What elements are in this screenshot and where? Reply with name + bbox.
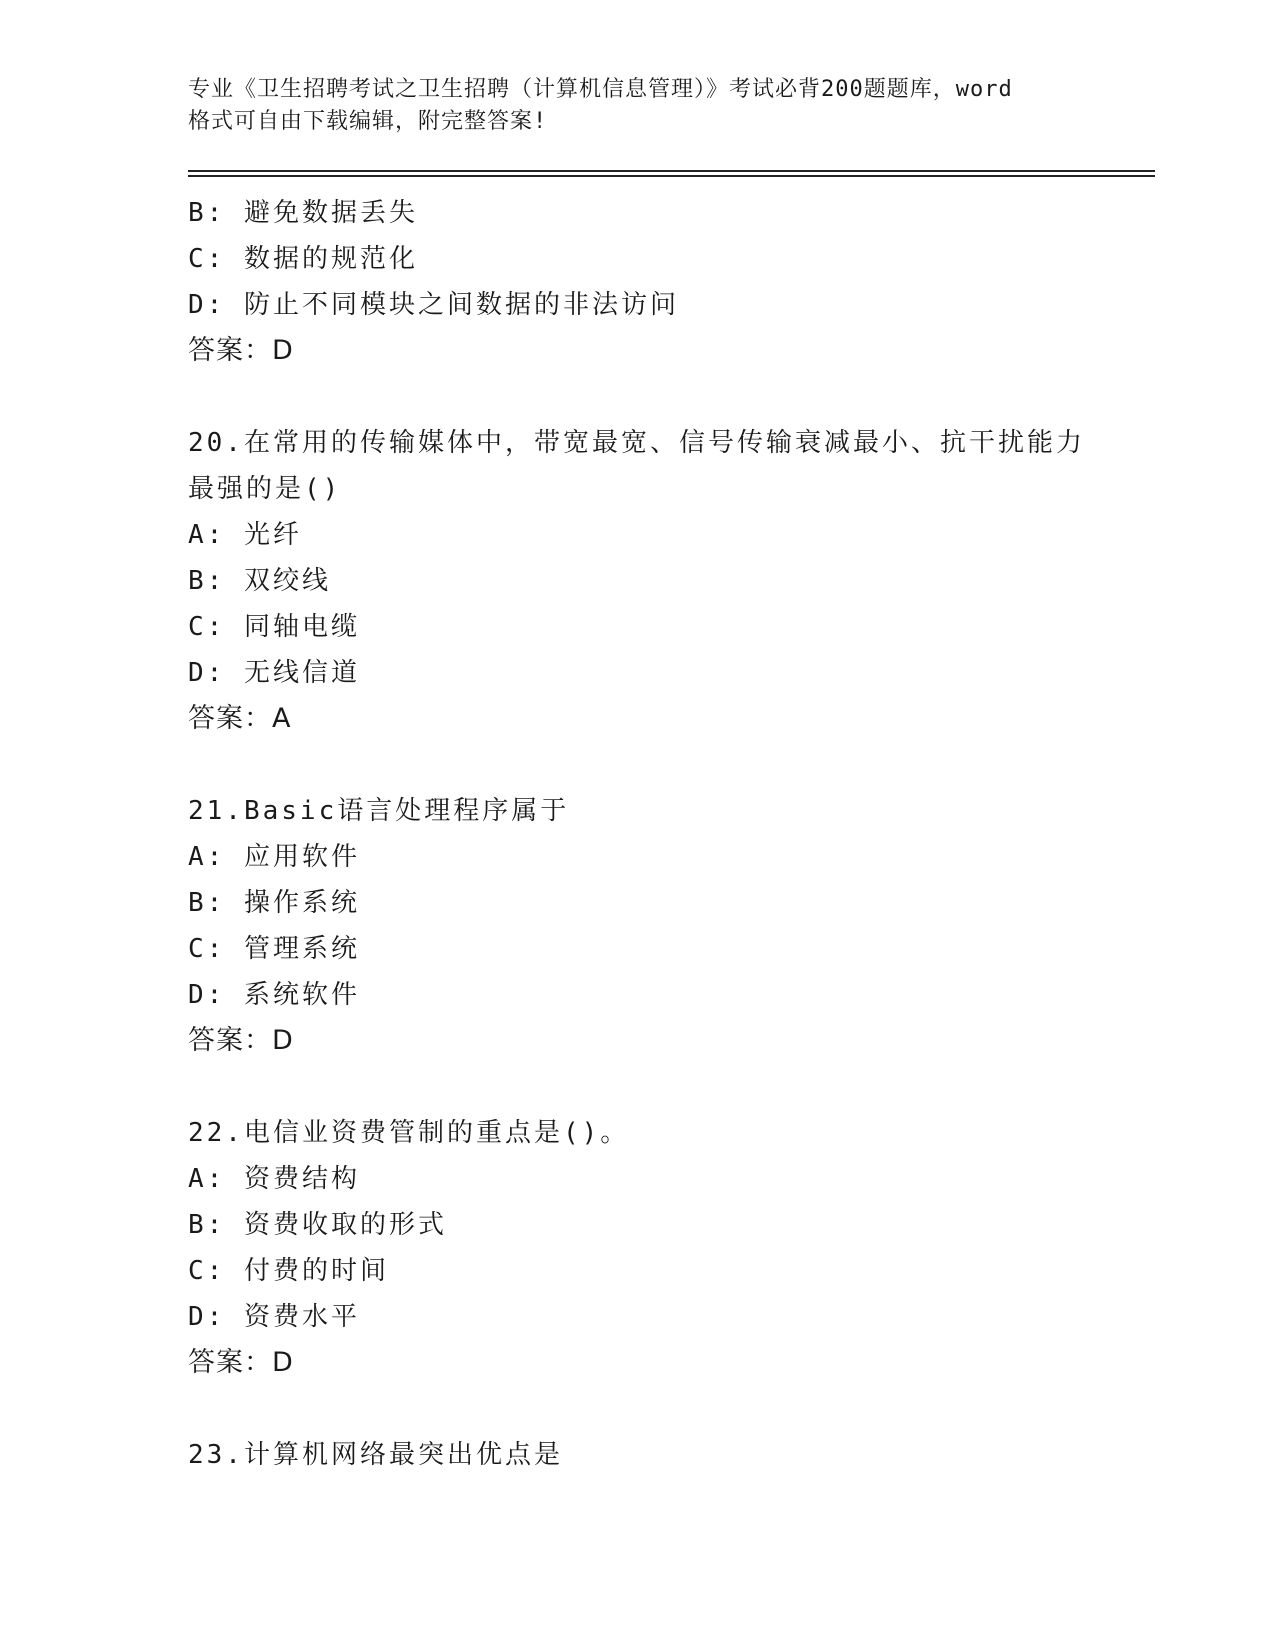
answer-line: 答案：D [188, 1025, 294, 1056]
option-b: B: 双绞线 [188, 566, 331, 596]
question-20 [188, 420, 1148, 742]
option-c: C: 管理系统 [188, 934, 360, 964]
question-text: 21.Basic语言处理程序属于 [188, 796, 570, 826]
question-19-tail [188, 190, 1148, 374]
question-text-continued: 最强的是() [188, 474, 342, 504]
option-a: A: 应用软件 [188, 842, 360, 872]
answer-line: 答案：D [188, 1347, 294, 1378]
option-c: C: 同轴电缆 [188, 612, 360, 642]
answer-line: 答案：A [188, 703, 292, 734]
question-21 [188, 788, 1148, 1064]
option-d: D: 资费水平 [188, 1302, 360, 1332]
option-d: D: 系统软件 [188, 980, 360, 1010]
option-b: B: 避免数据丢失 [188, 198, 418, 228]
option-b: B: 资费收取的形式 [188, 1210, 447, 1240]
question-23 [188, 1432, 1148, 1478]
document-header [188, 74, 1088, 138]
question-text: 20.在常用的传输媒体中，带宽最宽、信号传输衰减最小、抗干扰能力 [188, 428, 1085, 458]
header-line-2: 格式可自由下载编辑，附完整答案! [188, 109, 548, 134]
question-text: 23.计算机网络最突出优点是 [188, 1440, 563, 1470]
question-22 [188, 1110, 1148, 1386]
option-d: D: 无线信道 [188, 658, 360, 688]
question-text: 22.电信业资费管制的重点是()。 [188, 1118, 630, 1148]
option-b: B: 操作系统 [188, 888, 360, 918]
answer-line: 答案：D [188, 335, 294, 366]
option-a: A: 光纤 [188, 520, 302, 550]
header-rule-bottom [188, 175, 1155, 177]
header-rule-top [188, 170, 1155, 172]
option-a: A: 资费结构 [188, 1164, 360, 1194]
option-c: C: 数据的规范化 [188, 244, 418, 274]
question-content [188, 190, 1148, 1478]
option-d: D: 防止不同模块之间数据的非法访问 [188, 290, 679, 320]
option-c: C: 付费的时间 [188, 1256, 389, 1286]
header-line-1: 专业《卫生招聘考试之卫生招聘（计算机信息管理）》考试必背200题题库，word [188, 77, 1013, 102]
